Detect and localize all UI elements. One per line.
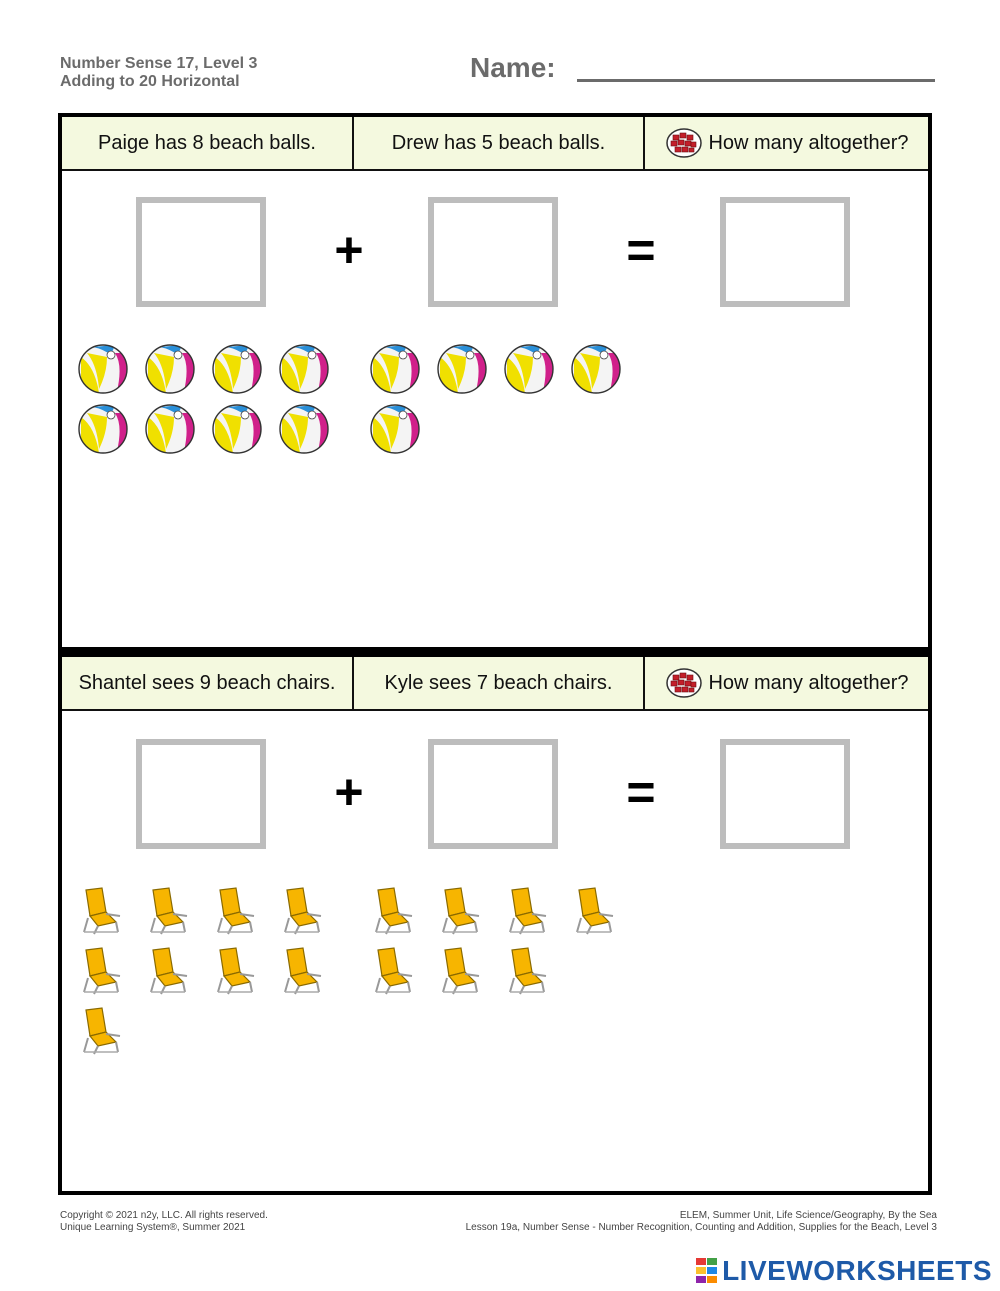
- think-icon: [664, 126, 704, 160]
- addend-2-input[interactable]: [428, 197, 558, 307]
- sum-input[interactable]: [720, 739, 850, 849]
- beach-ball-icon: [144, 343, 196, 400]
- question-cell: [643, 657, 928, 709]
- equals-sign: =: [626, 764, 656, 820]
- liveworksheets-logo-icon: [696, 1258, 718, 1284]
- beach-chair-icon: [439, 886, 483, 941]
- plus-sign: +: [334, 764, 364, 820]
- statement-1: Paige has 8 beach balls.: [98, 131, 316, 154]
- beach-chair-icon: [147, 946, 191, 1001]
- statement-1: Shantel sees 9 beach chairs.: [78, 671, 336, 694]
- beach-chair-icon: [506, 946, 550, 1001]
- beach-chair-icon: [80, 946, 124, 1001]
- name-label: Name:: [470, 52, 556, 83]
- question-text: How many altogether?: [708, 671, 909, 694]
- beach-ball-icon: [369, 343, 421, 400]
- beach-chair-icon: [281, 946, 325, 1001]
- question-row-2: [62, 657, 928, 711]
- name-input-line[interactable]: [577, 79, 935, 82]
- addend-1-input[interactable]: [136, 739, 266, 849]
- worksheet-title: Number Sense 17, Level 3: [60, 55, 258, 72]
- brand-logo[interactable]: [696, 1255, 992, 1287]
- beach-chair-icon: [573, 886, 617, 941]
- beach-ball-icon: [211, 403, 263, 460]
- question-row-1: [62, 117, 928, 171]
- brand-text: LIVEWORKSHEETS: [722, 1255, 992, 1286]
- copyright-text: Copyright © 2021 n2y, LLC. All rights reserved.: [60, 1210, 268, 1221]
- addend-2-input[interactable]: [428, 739, 558, 849]
- beach-chair-icon: [80, 1006, 124, 1061]
- beach-chair-icon: [147, 886, 191, 941]
- statement-2: Kyle sees 7 beach chairs.: [352, 657, 643, 709]
- beach-ball-icon: [570, 343, 622, 400]
- footer-right: [466, 1210, 937, 1234]
- question-text: How many altogether?: [708, 131, 909, 154]
- beach-chair-icon: [214, 886, 258, 941]
- footer-left: [60, 1210, 268, 1234]
- beach-chair-icon: [281, 886, 325, 941]
- beach-ball-icon: [211, 343, 263, 400]
- beach-ball-icon: [503, 343, 555, 400]
- beach-chair-icon: [80, 886, 124, 941]
- lesson-text: Lesson 19a, Number Sense - Number Recognition, Counting and Addition, Supplies for the Beach, Level 3: [465, 1222, 937, 1233]
- beach-ball-icon: [278, 403, 330, 460]
- beach-chair-icon: [439, 946, 483, 1001]
- beach-ball-icon: [436, 343, 488, 400]
- beach-ball-icon: [144, 403, 196, 460]
- equals-sign: =: [626, 222, 656, 278]
- beach-ball-icon: [278, 343, 330, 400]
- unit-text: ELEM, Summer Unit, Life Science/Geography, By the Sea: [679, 1210, 937, 1221]
- beach-chair-icon: [506, 886, 550, 941]
- sum-input[interactable]: [720, 197, 850, 307]
- think-icon: [664, 666, 704, 700]
- beach-chair-icon: [372, 946, 416, 1001]
- beach-ball-icon: [369, 403, 421, 460]
- question-cell: [643, 117, 928, 169]
- worksheet-subtitle: Adding to 20 Horizontal: [60, 73, 240, 90]
- beach-chair-icon: [372, 886, 416, 941]
- statement-2: Drew has 5 beach balls.: [352, 117, 643, 169]
- section-divider: [58, 647, 932, 657]
- beach-ball-icon: [77, 403, 129, 460]
- beach-ball-icon: [77, 343, 129, 400]
- system-text: Unique Learning System®, Summer 2021: [60, 1222, 246, 1233]
- plus-sign: +: [334, 222, 364, 278]
- beach-chair-icon: [214, 946, 258, 1001]
- addend-1-input[interactable]: [136, 197, 266, 307]
- worksheet-header: [60, 55, 257, 91]
